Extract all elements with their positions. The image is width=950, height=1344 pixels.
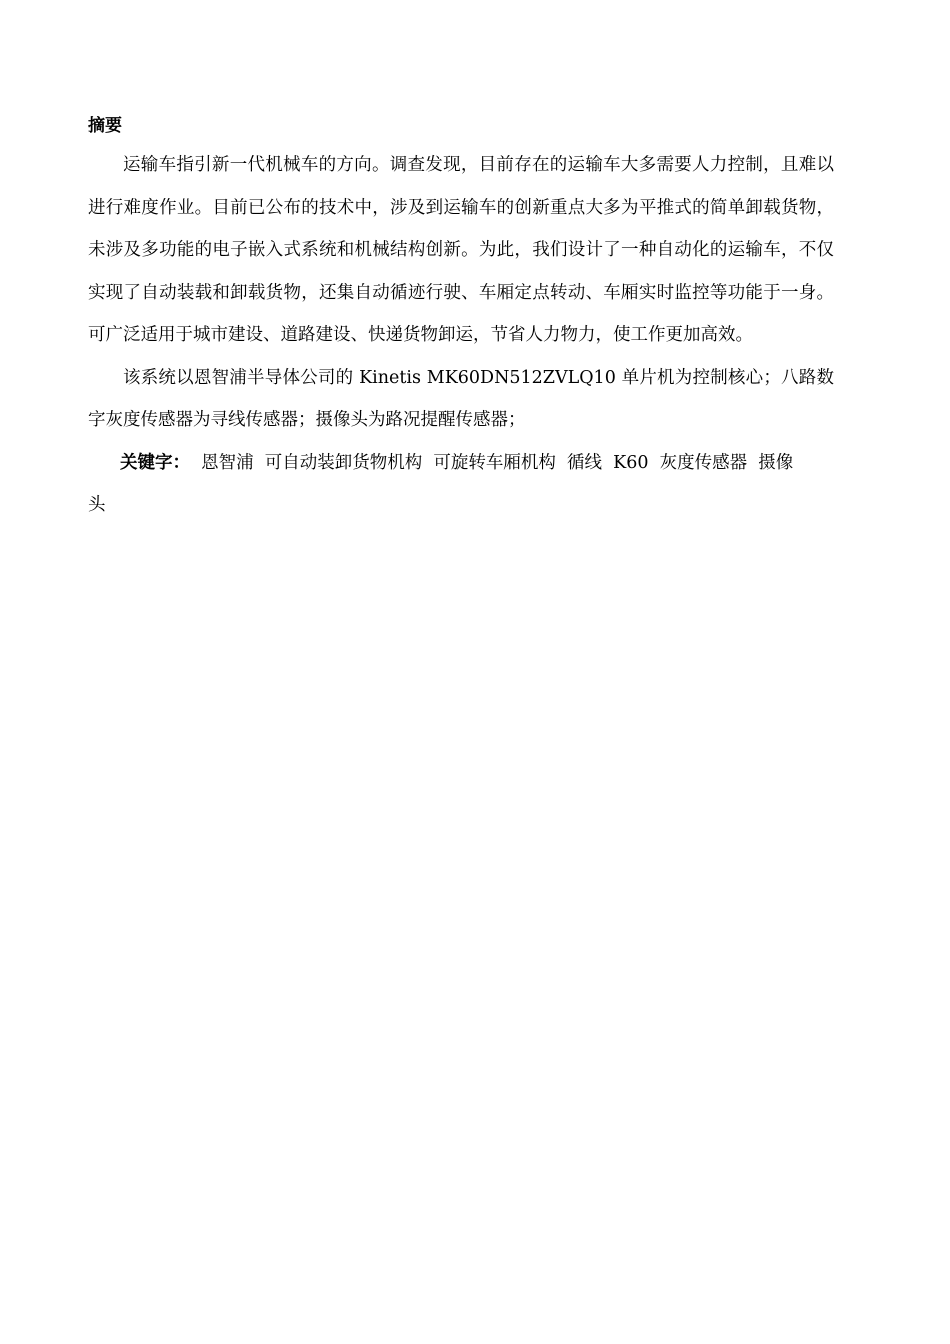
- keywords-line: [88, 442, 834, 527]
- keywords-list-continued: 头: [88, 495, 106, 515]
- abstract-heading: 摘要: [88, 116, 122, 136]
- abstract-section: [88, 112, 834, 527]
- keywords-label: 关键字：: [120, 452, 190, 473]
- keywords-list: 恩智浦 可自动装卸货物机构 可旋转车厢机构 循线 K60 灰度传感器 摄像: [190, 452, 794, 473]
- abstract-paragraph-1: 运输车指引新一代机械车的方向。调查发现，目前存在的运输车大多需要人力控制，且难以进行难度作业。目前已公布的技术中，涉及到运输车的创新重点大多为平推式的简单卸载货物，未涉及多功能的电子嵌入式系统和机械结构创新。为此，我们设计了一种自动化的运输车，不仅实现了自动装载和卸载货物，还集自动循迹行驶、车厢定点转动、车厢实时监控等功能于一身。可广泛适用于城市建设、道路建设、快递货物卸运，节省人力物力，使工作更加高效。: [88, 155, 834, 345]
- abstract-paragraph-2: 该系统以恩智浦半导体公司的 Kinetis MK60DN512ZVLQ10 单片机为控制核心；八路数字灰度传感器为寻线传感器；摄像头为路况提醒传感器；: [88, 367, 834, 430]
